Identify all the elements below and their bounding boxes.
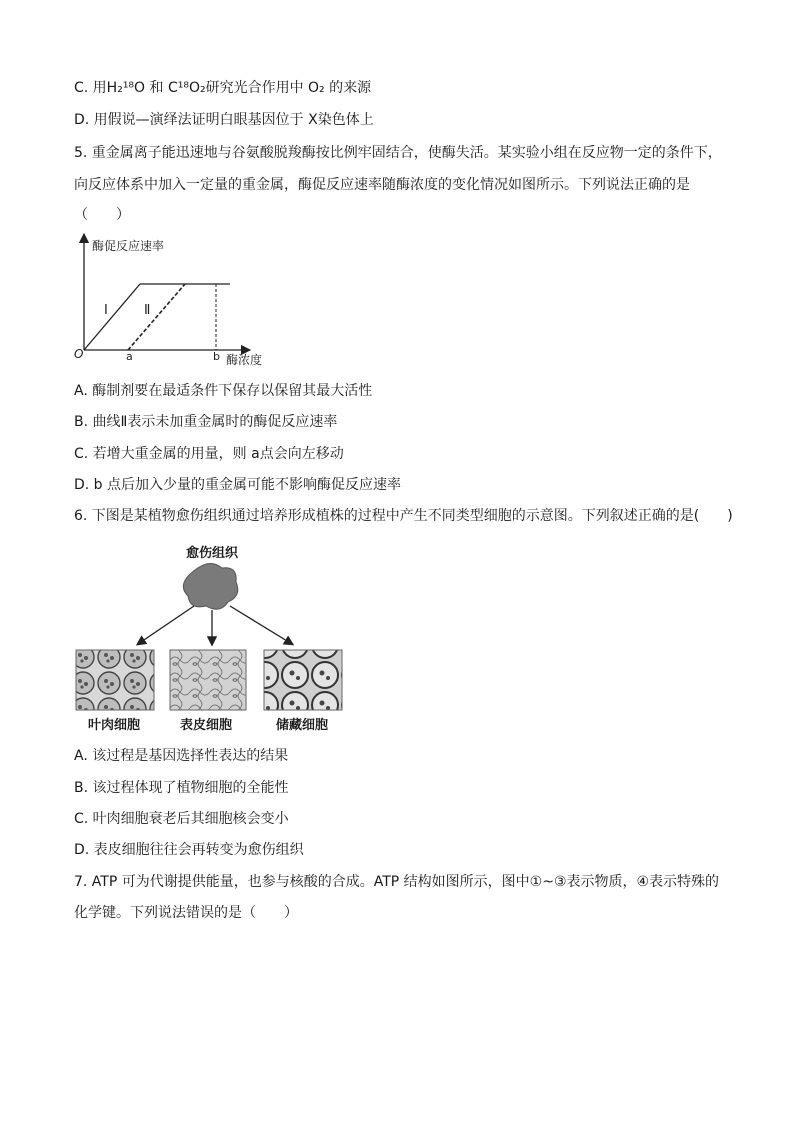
- option-c-q4: C. 用H₂¹⁸O 和 C¹⁸O₂研究光合作用中 O₂ 的来源: [74, 80, 372, 96]
- epidermal-cell-image: [170, 650, 246, 710]
- option-a-q6: A. 该过程是基因选择性表达的结果: [74, 748, 289, 764]
- storage-cell-label: 储藏细胞: [276, 718, 329, 733]
- question-5-stem-line2: 向反应体系中加入一定量的重金属，酶促反应速率随酶浓度的变化情况如图所示。下列说法正确的是: [74, 177, 690, 193]
- option-b-q5: B. 曲线Ⅱ表示未加重金属时的酶促反应速率: [74, 414, 338, 430]
- question-7-stem-line2: 化学键。下列说法错误的是（ ）: [74, 905, 298, 921]
- storage-cell-image: [264, 650, 342, 710]
- question-6-stem: 6. 下图是某植物愈伤组织通过培养形成植株的过程中产生不同类型细胞的示意图。下列叙述正确的是( ): [74, 508, 733, 524]
- mesophyll-cell-image: [76, 650, 154, 710]
- x-axis-label: 酶浓度: [226, 353, 263, 367]
- callus-label: 愈伤组织: [186, 546, 239, 561]
- epidermal-cell-label: 表皮细胞: [180, 718, 233, 733]
- callus-diagram: [70, 540, 360, 735]
- tick-b-label: b: [213, 350, 220, 363]
- option-a-q5: A. 酶制剂要在最适条件下保存以保留其最大活性: [74, 383, 373, 399]
- option-d-q5: D. b 点后加入少量的重金属可能不影响酶促反应速率: [74, 477, 402, 493]
- enzyme-rate-chart: [70, 232, 310, 372]
- mesophyll-cell-label: 叶肉细胞: [88, 718, 141, 733]
- question-7-stem-line1: 7. ATP 可为代谢提供能量，也参与核酸的合成。ATP 结构如图所示，图中①~③表示物质，④表示特殊的: [74, 874, 720, 890]
- arrow-left: [138, 606, 194, 644]
- callus-tissue: [183, 563, 237, 609]
- tick-a-label: a: [126, 350, 133, 363]
- option-c-q5: C. 若增大重金属的用量，则 a点会向左移动: [74, 446, 344, 462]
- y-axis-label: 酶促反应速率: [92, 239, 165, 253]
- question-5-stem-line1: 5. 重金属离子能迅速地与谷氨酸脱羧酶按比例牢固结合，使酶失活。某实验小组在反应物一定的条件下，: [74, 145, 722, 161]
- callus-figure: [70, 540, 360, 735]
- option-d-q6: D. 表皮细胞往往会再转变为愈伤组织: [74, 842, 304, 858]
- curve-i-rise: [84, 284, 140, 350]
- curve-ii-label: Ⅱ: [144, 303, 151, 318]
- option-d-q4: D. 用假说—演绎法证明白眼基因位于 X染色体上: [74, 112, 374, 128]
- arrow-right: [230, 606, 292, 644]
- origin-label: O: [74, 347, 84, 361]
- curve-ii-rise: [128, 284, 185, 350]
- option-c-q6: C. 叶肉细胞衰老后其细胞核会变小: [74, 811, 289, 827]
- question-5-answer-blank: （ ）: [74, 207, 130, 223]
- option-b-q6: B. 该过程体现了植物细胞的全能性: [74, 780, 289, 796]
- curve-i-label: Ⅰ: [104, 303, 108, 318]
